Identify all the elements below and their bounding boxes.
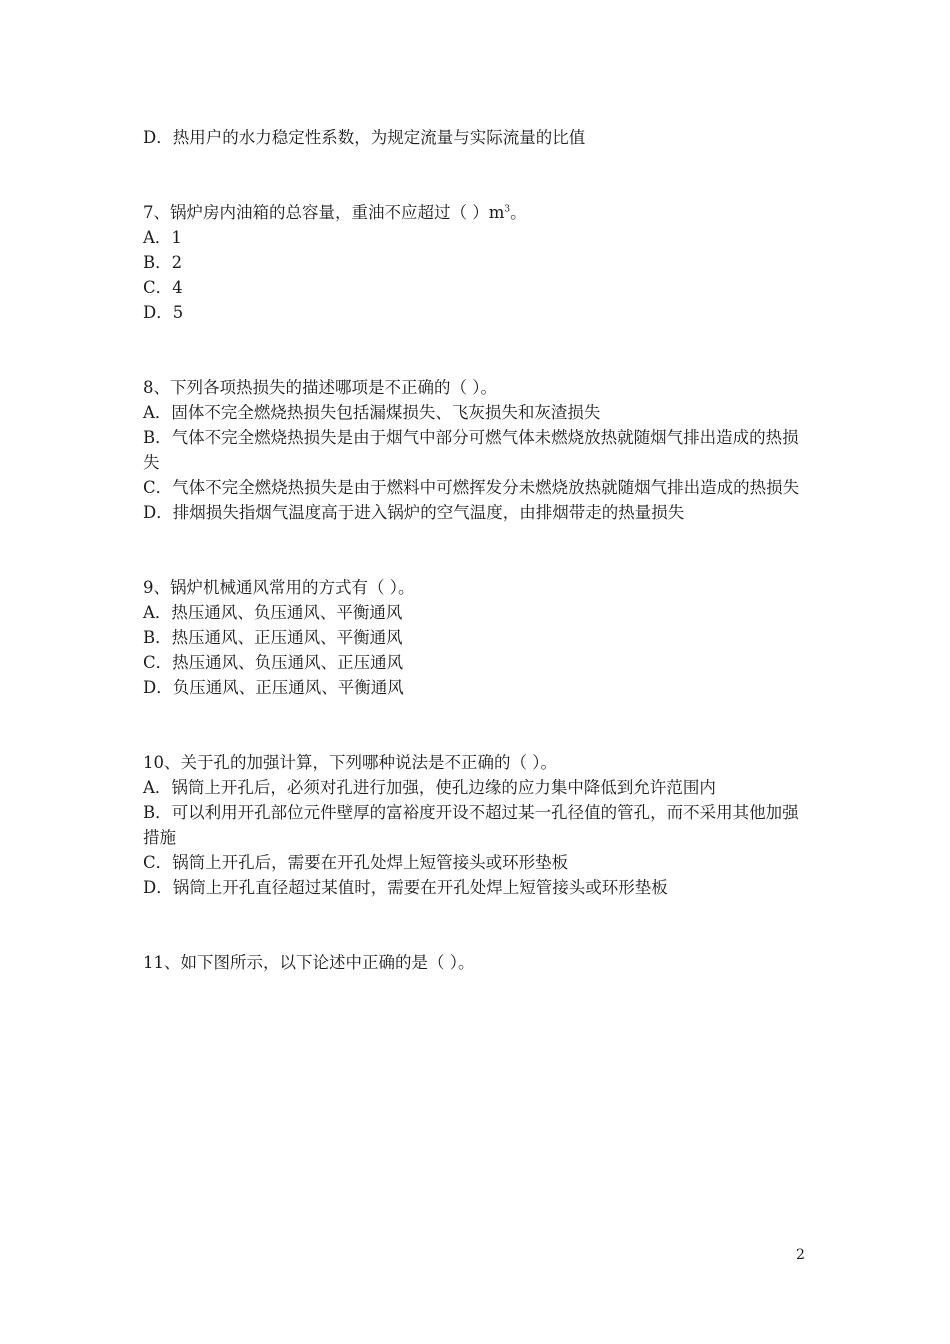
q8-option-a: A．固体不完全燃烧热损失包括漏煤损失、飞灰损失和灰渣损失 (143, 403, 601, 422)
q10-option-c: C．锅筒上开孔后，需要在开孔处焊上短管接头或环形垫板 (143, 853, 569, 872)
q7-stem (143, 200, 815, 225)
q10-option-d: D．锅筒上开孔直径超过某值时，需要在开孔处焊上短管接头或环形垫板 (143, 878, 668, 897)
q9-option-c: C．热压通风、负压通风、正压通风 (143, 653, 404, 672)
spacer (143, 525, 815, 575)
q8-option-b: B．气体不完全燃烧热损失是由于烟气中部分可燃气体未燃烧放热就随烟气排出造成的热损失 (143, 428, 799, 472)
q7-option-d: D．5 (143, 303, 184, 322)
q7-option-c: C．4 (143, 278, 183, 297)
q7-stem-text: 7、锅炉房内油箱的总容量，重油不应超过（ ）m (143, 203, 505, 222)
q10-option-a: A．锅筒上开孔后，必须对孔进行加强，使孔边缘的应力集中降低到允许范围内 (143, 778, 716, 797)
q7-stem-superscript: 3 (504, 204, 511, 215)
q7-option-a: A．1 (143, 228, 182, 247)
q8-option-c: C．气体不完全燃烧热损失是由于燃料中可燃挥发分未燃烧放热就随烟气排出造成的热损失 (143, 478, 800, 497)
q11-stem: 11、如下图所示，以下论述中正确的是（ ）。 (143, 953, 475, 972)
spacer (143, 900, 815, 950)
q9-stem: 9、锅炉机械通风常用的方式有（ ）。 (143, 578, 415, 597)
q8-stem: 8、下列各项热损失的描述哪项是不正确的（ ）。 (143, 378, 497, 397)
q7-option-b: B．2 (143, 253, 183, 272)
q9-option-a: A．热压通风、负压通风、平衡通风 (143, 603, 403, 622)
page-number: 2 (796, 1247, 805, 1263)
spacer (143, 150, 815, 200)
q9-option-b: B．热压通风、正压通风、平衡通风 (143, 628, 403, 647)
q8-option-d: D．排烟损失指烟气温度高于进入锅炉的空气温度，由排烟带走的热量损失 (143, 503, 685, 522)
spacer (143, 325, 815, 375)
q10-stem: 10、关于孔的加强计算，下列哪种说法是不正确的（ ）。 (143, 753, 557, 772)
q7-stem-end: 。 (510, 203, 527, 222)
q9-option-d: D．负压通风、正压通风、平衡通风 (143, 678, 404, 697)
prev-option-d: D．热用户的水力稳定性系数，为规定流量与实际流量的比值 (143, 128, 586, 147)
spacer (143, 700, 815, 750)
document-content (143, 125, 815, 975)
q10-option-b: B．可以利用开孔部位元件壁厚的富裕度开设不超过某一孔径值的管孔，而不采用其他加强措施 (143, 803, 799, 847)
